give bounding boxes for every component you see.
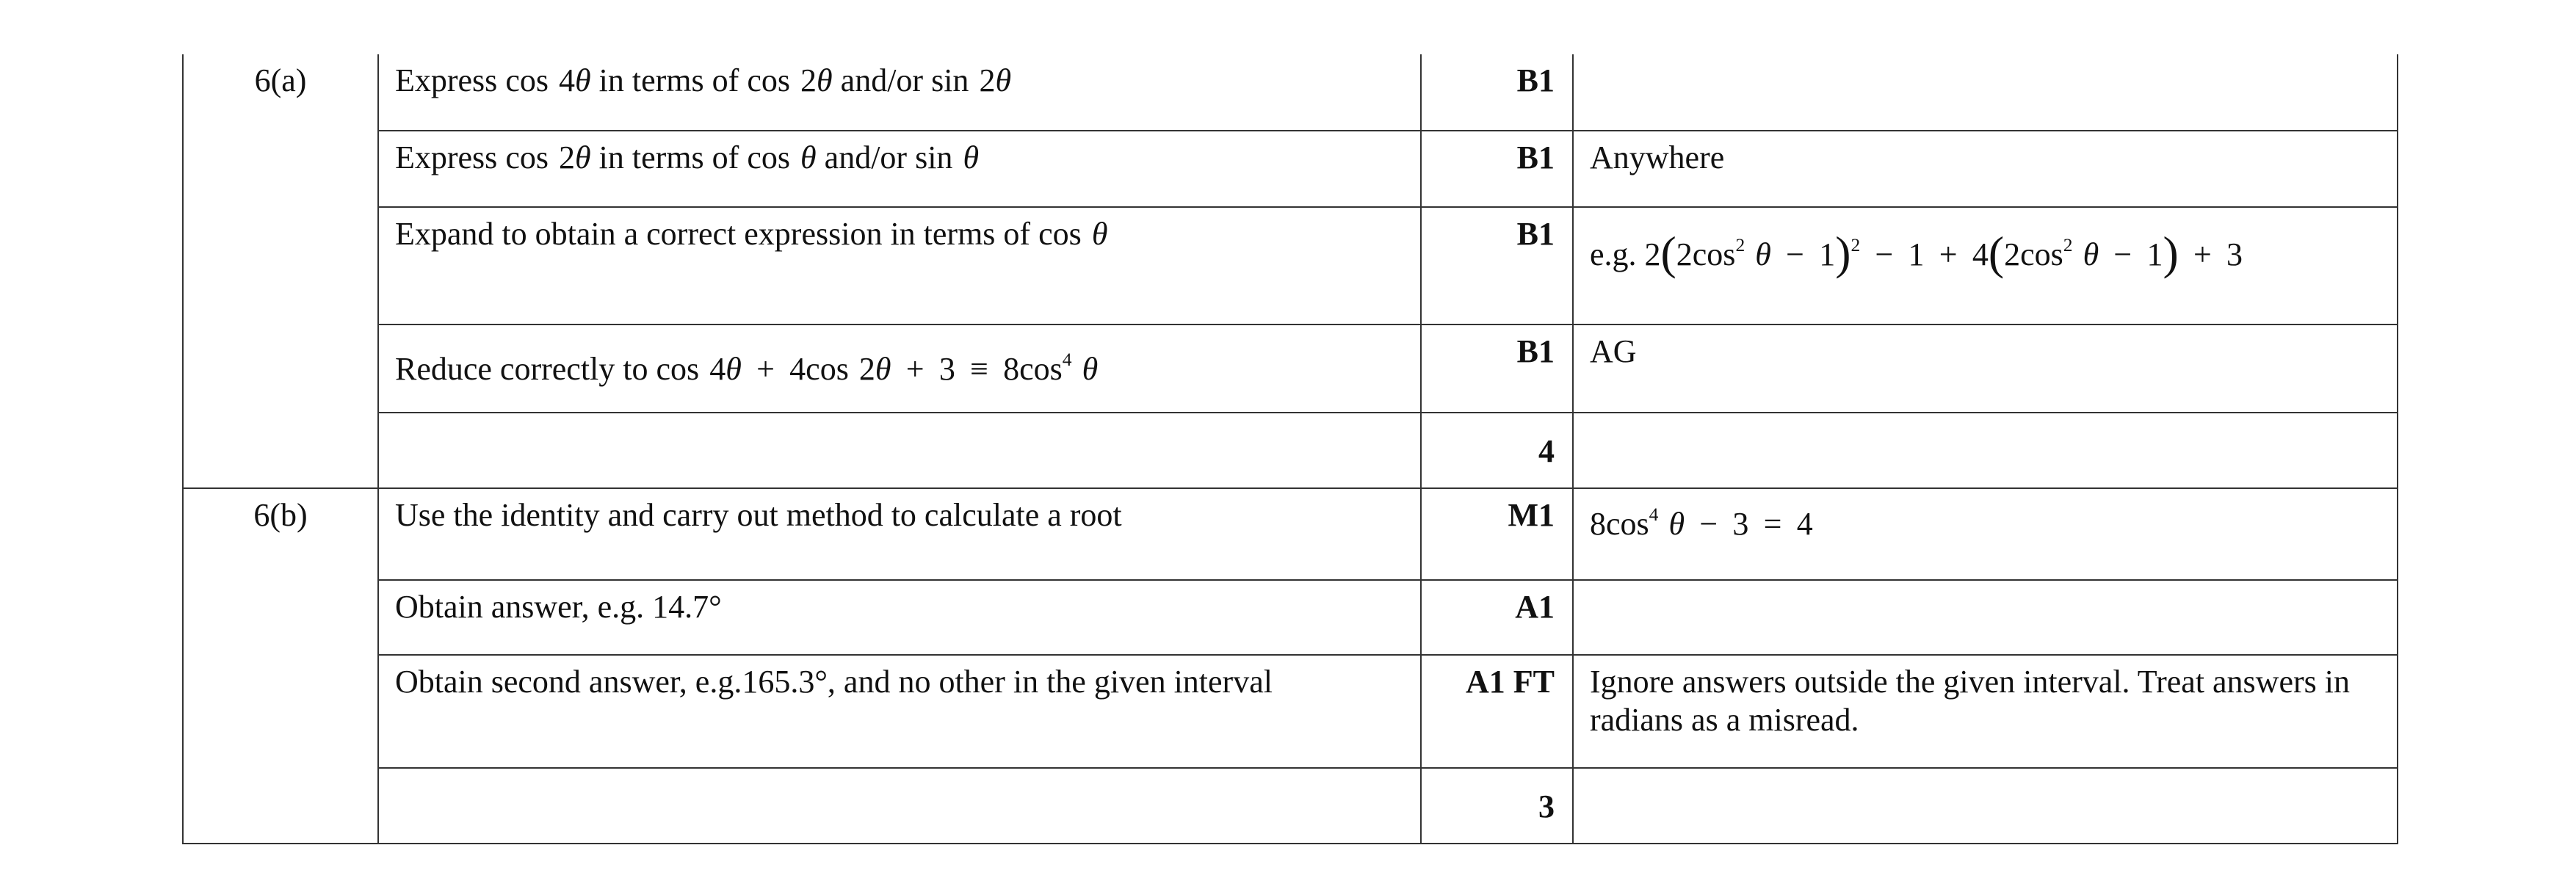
answer-cell: Use the identity and carry out method to calculate a root (378, 488, 1421, 580)
question-number: 6(b) (253, 497, 308, 533)
mark-code: B1 (1516, 333, 1555, 369)
table-row (183, 413, 2398, 488)
mark-code: B1 (1516, 216, 1555, 252)
table-row (183, 325, 2398, 413)
guidance-cell (1573, 131, 2398, 207)
guidance-math: $2(2\cos^2$ $\theta - 1)^2 - 1 + 4(2\cos^2$ θ − 1) + 3 (1644, 227, 2243, 280)
math-expression: cos 4θ (505, 62, 591, 98)
answer-cell: Express cos 2θ in terms of cos θ and/or sin θ (378, 131, 1421, 207)
guidance-cell (1573, 488, 2398, 580)
guidance-cell (1573, 768, 2398, 844)
guidance-text: Anywhere (1590, 139, 1725, 175)
question-number: 6(a) (254, 62, 307, 98)
mark-cell (1421, 207, 1573, 325)
math-expression: sin 2θ (931, 62, 1012, 98)
table-row (183, 580, 2398, 655)
math-expression: cos 4θ + 4cos $2\theta + 3 \equiv 8\cos^4$ θ (656, 348, 1099, 387)
math-expression: cos θ (747, 139, 817, 175)
total-mark: 4 (1538, 433, 1555, 469)
guidance-cell (1573, 655, 2398, 768)
mark-cell (1421, 325, 1573, 413)
table-row (183, 488, 2398, 580)
guidance-cell (1573, 325, 2398, 413)
mark-cell (1421, 131, 1573, 207)
question-number-cell (183, 488, 378, 844)
table-row (183, 54, 2398, 131)
answer-cell (378, 413, 1421, 488)
total-mark-cell (1421, 413, 1573, 488)
mark-code: M1 (1508, 497, 1555, 533)
mark-code: A1 (1515, 589, 1555, 625)
mark-cell (1421, 54, 1573, 131)
answer-cell: Obtain second answer, e.g.165.3°, and no other in the given interval (378, 655, 1421, 768)
math-expression: cos 2θ (747, 62, 833, 98)
table-row (183, 655, 2398, 768)
mark-code: B1 (1516, 62, 1555, 98)
math-expression: cos θ (1038, 216, 1108, 252)
answer-cell: Reduce correctly to cos 4θ + 4cos $2\theta + 3 \equiv 8\cos^4$ θ (378, 325, 1421, 413)
mark-cell (1421, 488, 1573, 580)
total-mark: 3 (1538, 788, 1555, 824)
answer-cell: Expand to obtain a correct expression in terms of cos θ (378, 207, 1421, 325)
math-expression: cos 2θ (505, 139, 591, 175)
answer-cell (378, 768, 1421, 844)
table-row (183, 131, 2398, 207)
guidance-text: AG (1590, 333, 1637, 369)
guidance-cell (1573, 207, 2398, 325)
math-expression: sin θ (915, 139, 980, 175)
table-row (183, 768, 2398, 844)
guidance-cell (1573, 54, 2398, 131)
table-row (183, 207, 2398, 325)
mark-cell (1421, 655, 1573, 768)
answer-cell: Obtain answer, e.g. 14.7° (378, 580, 1421, 655)
question-number-cell (183, 54, 378, 488)
mark-code: A1 FT (1466, 664, 1555, 700)
guidance-prefix: e.g. (1590, 236, 1645, 272)
guidance-math: $8\cos^4$ θ − 3 = 4 (1590, 503, 1813, 542)
guidance-text: Ignore answers outside the given interval. Treat answers in radians as a misread. (1590, 664, 2350, 738)
guidance-cell (1573, 413, 2398, 488)
mark-code: B1 (1516, 139, 1555, 175)
mark-cell (1421, 580, 1573, 655)
answer-cell: Express cos 4θ in terms of cos 2θ and/or sin 2θ (378, 54, 1421, 131)
total-mark-cell (1421, 768, 1573, 844)
guidance-cell (1573, 580, 2398, 655)
mark-scheme-table (182, 54, 2398, 844)
